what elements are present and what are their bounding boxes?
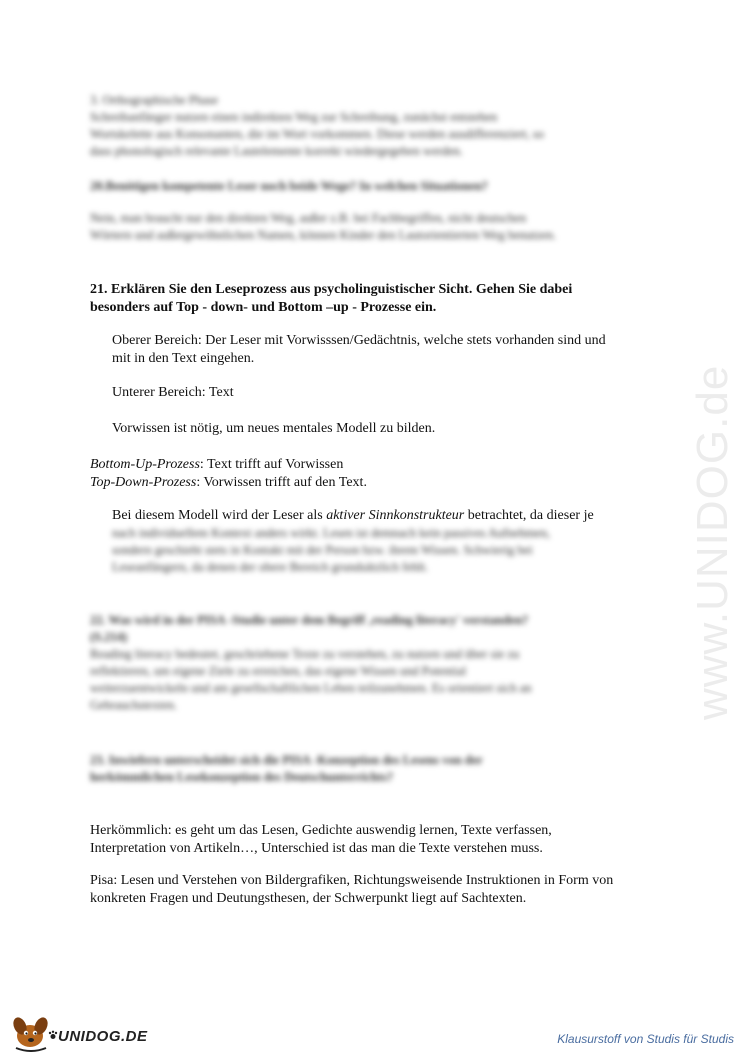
question-22: 22. Was wird in der PISA -Studie unter dem Begriff ‚reading literacy' verstanden? (S.214) Reading literacy bedeutet, geschriebene Texte zu verstehen, zu nutzen und über sie zu reflektieren, um eigene Ziele zu erreichen, das eigene Wissen und Potential weiterzuentwickeln und am gesellschaftlichen Leben teilzunehmen. Es orientiert sich an Gebrauchstexten.: [90, 613, 532, 712]
paw-icon: [48, 1030, 58, 1040]
paragraph-oberer-bereich: Oberer Bereich: Der Leser mit Vorwisssen/Gedächtnis, welche stets vorhanden sind und mit in den Text eingehen.: [112, 333, 606, 366]
paragraph-herkoemmlich: Herkömmlich: es geht um das Lesen, Gedichte auswendig lernen, Texte verfassen, Interpretation von Artikeln…, Unterschied ist das man die Texte verstehen muss.: [90, 823, 552, 856]
question-20-answer: Nein, man braucht nur den direkten Weg, außer z.B. bei Fachbegriffen, nicht deutschen Wörtern und außergewöhnlichen Namen, können Kinder den Lautorientierten Weg benutzen.: [90, 211, 557, 242]
question-20-heading: 20.Benötigen kompetente Leser noch beide Wege? In welchen Situationen?: [90, 179, 488, 193]
section-3-title: 3. Orthographische Phase: [90, 93, 219, 107]
blurred-section-top: [90, 92, 660, 160]
process-definitions: [90, 456, 670, 492]
top-down-line: Top-Down-Prozess: Vorwissen trifft auf den Text.: [90, 475, 367, 490]
paragraph-pisa: Pisa: Lesen und Verstehen von Bildergrafiken, Richtungsweisende Instruktionen in Form von konkreten Fragen und Deutungsthesen, der Schwerpunkt liegt auf Sachtexten.: [90, 873, 614, 906]
section-3-line: Schreibanfänger nutzen einen indirekten Weg zur Schreibung, zunächst entstehen: [90, 110, 498, 124]
paragraph-unterer-bereich: Unterer Bereich: Text: [112, 385, 234, 400]
paragraph-modell: Bei diesem Modell wird der Leser als aktiver Sinnkonstrukteur betrachtet, da dieser je nach individuellem Kontext anders wirkt. Lesen ist demnach kein passives Aufnehmen, sondern geschieht stets in Kontakt mit der Person bzw. ihrem Wissen. Schwierig bei Leseanfängern, da denen der obere Bereich grundsätzlich fehlt.: [112, 508, 594, 574]
watermark: www.UNIDOG.de: [688, 364, 737, 720]
question-23-heading: 23. Inwiefern unterscheidet sich die PISA -Konzeption des Lesens von der herkömmlichen Lesekonzeption des Deutschunterrichts?: [90, 753, 483, 784]
footer-tagline: Klausurstoff von Studis für Studis: [557, 1032, 734, 1046]
section-3-line: Wortskelette aus Konsonanten, die im Wort vorkommen. Diese werden ausdifferenziert, so: [90, 127, 544, 141]
logo-text: UNIDOG.DE: [58, 1028, 148, 1045]
bottom-up-line: Bottom-Up-Prozess: Text trifft auf Vorwissen: [90, 457, 344, 472]
unidog-logo[interactable]: [6, 1012, 166, 1052]
paragraph-vorwissen: Vorwissen ist nötig, um neues mentales Modell zu bilden.: [112, 421, 436, 436]
question-21-heading: 21. Erklären Sie den Leseprozess aus psycholinguistischer Sicht. Gehen Sie dabei besonders auf Top - down- und Bottom –up - Prozesse ein.: [90, 282, 573, 315]
section-3-line: dass phonologisch relevante Lautelemente korrekt wiedergegeben werden.: [90, 144, 463, 158]
